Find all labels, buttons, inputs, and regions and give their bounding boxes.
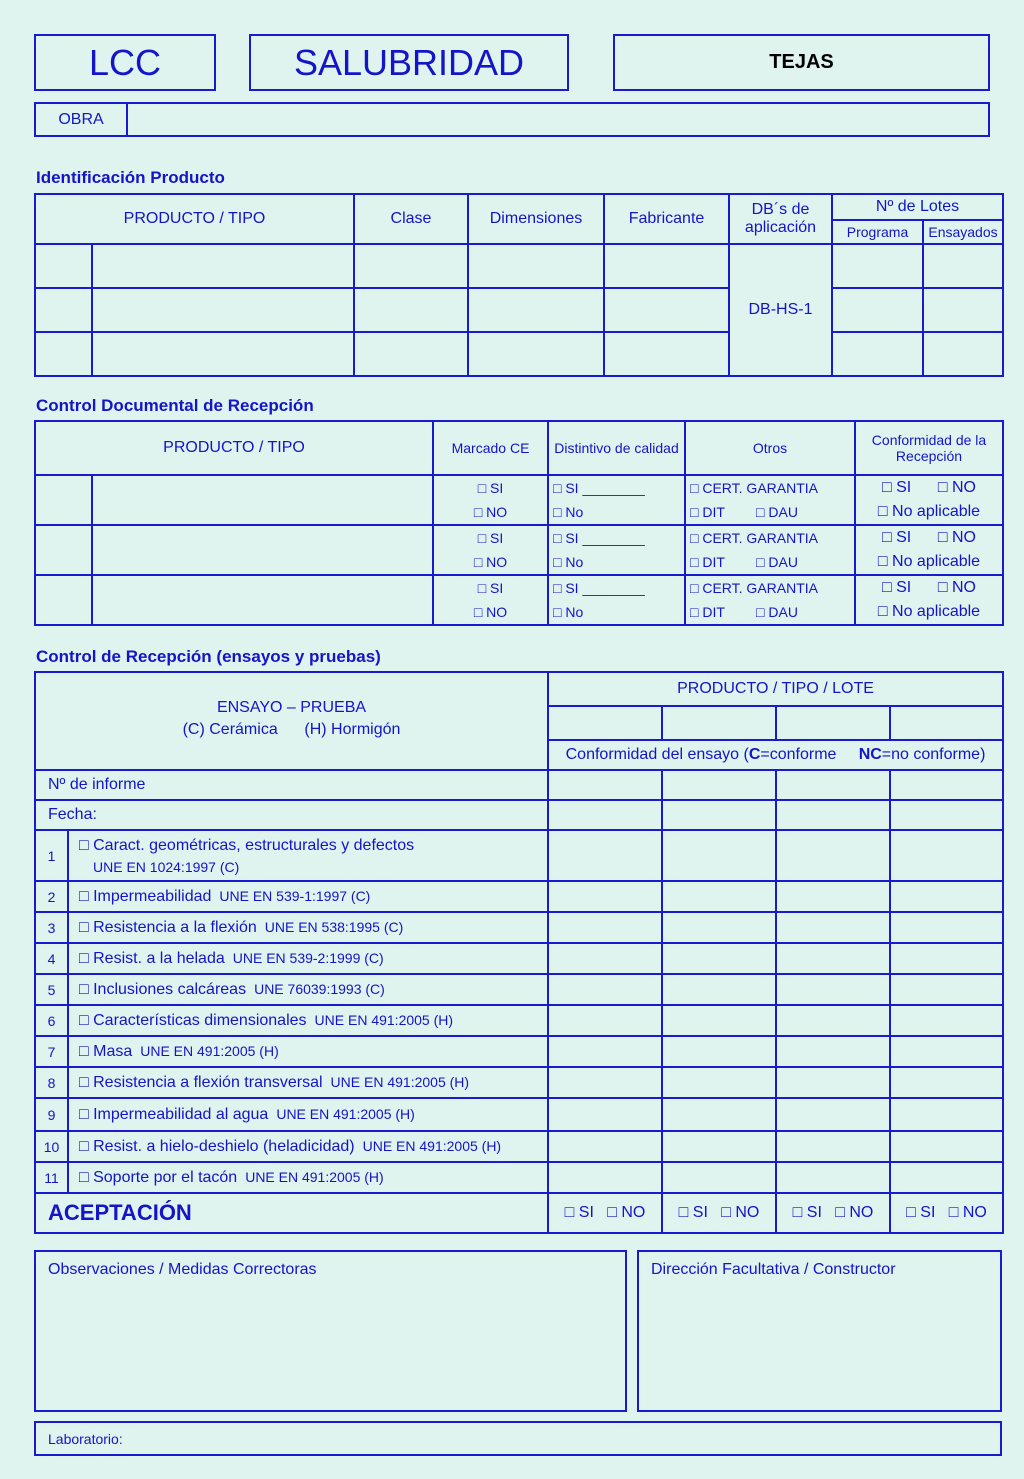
result-cell[interactable] — [776, 830, 890, 881]
test-number: 8 — [35, 1067, 68, 1098]
result-cell[interactable] — [776, 974, 890, 1005]
result-cell[interactable] — [662, 1036, 776, 1067]
ident-cell[interactable] — [923, 288, 1003, 332]
doc-col-conformidad: Conformidad de la Recepción — [855, 421, 1003, 475]
result-cell[interactable] — [890, 912, 1003, 943]
result-cell[interactable] — [776, 943, 890, 974]
ident-col-fabricante: Fabricante — [604, 194, 729, 244]
ident-cell[interactable] — [923, 332, 1003, 376]
ident-cell[interactable] — [35, 332, 92, 376]
ident-cell[interactable] — [832, 244, 923, 288]
conf-si-option[interactable]: □ SI — [881, 529, 912, 546]
result-cell[interactable] — [662, 881, 776, 912]
conf-no-option[interactable]: □ NO — [937, 579, 976, 596]
result-cell[interactable] — [890, 1131, 1003, 1162]
result-cell[interactable] — [662, 943, 776, 974]
doc-cell[interactable] — [35, 575, 92, 625]
laboratorio-label: Laboratorio: — [48, 1431, 123, 1447]
result-cell[interactable] — [548, 770, 662, 800]
test-name[interactable]: □ Resistencia a flexión transversal — [79, 1073, 323, 1091]
doc-col-otros: Otros — [685, 421, 855, 475]
result-cell[interactable] — [548, 974, 662, 1005]
otros-dit-dau[interactable] — [685, 550, 855, 575]
result-cell[interactable] — [662, 1162, 776, 1193]
area-title: SALUBRIDAD — [293, 41, 525, 83]
test-number: 10 — [35, 1131, 68, 1162]
ident-cell[interactable] — [354, 244, 468, 288]
doc-cell[interactable] — [92, 475, 433, 525]
test-standard: UNE EN 491:2005 (H) — [314, 1011, 454, 1028]
conf-si-no[interactable] — [855, 475, 1003, 500]
doc-table — [34, 420, 1004, 626]
result-cell[interactable] — [548, 1162, 662, 1193]
test-standard: UNE EN 491:2005 (H) — [140, 1042, 279, 1059]
ident-cell[interactable] — [923, 244, 1003, 288]
test-name[interactable]: □ Resistencia a la flexión — [79, 918, 257, 936]
result-cell[interactable] — [890, 770, 1003, 800]
aceptacion-choice[interactable] — [776, 1193, 890, 1233]
conf-legend-nc: NC — [858, 746, 882, 763]
ident-col-clase: Clase — [354, 194, 468, 244]
test-standard: UNE EN 491:2005 (H) — [362, 1137, 502, 1154]
doc-cell[interactable] — [92, 575, 433, 625]
lote-cell[interactable] — [662, 706, 776, 740]
conf-no-option[interactable]: □ NO — [937, 529, 976, 546]
marcado-si-option[interactable]: □ SI — [433, 575, 548, 600]
ident-cell[interactable] — [604, 332, 729, 376]
test-standard: UNE EN 538:1995 (C) — [264, 918, 404, 935]
otros-dau-option[interactable]: □ DAU — [756, 554, 798, 570]
obra-row — [34, 102, 990, 137]
result-cell[interactable] — [548, 1036, 662, 1067]
ident-col-lotes: Nº de Lotes — [832, 194, 1003, 220]
test-standard: UNE 76039:1993 (C) — [254, 980, 385, 997]
test-standard: UNE EN 539-2:1999 (C) — [232, 949, 384, 966]
ident-cell[interactable] — [604, 244, 729, 288]
ident-cell[interactable] — [35, 244, 92, 288]
conf-no-option[interactable]: □ NO — [937, 479, 976, 496]
result-cell[interactable] — [662, 1098, 776, 1131]
obra-field[interactable] — [128, 104, 988, 135]
result-cell[interactable] — [548, 1005, 662, 1036]
distintivo-si-option[interactable]: □ SI ________ — [548, 525, 685, 550]
fecha-label: Fecha: — [35, 800, 548, 830]
ident-cell[interactable] — [35, 288, 92, 332]
otros-dit-dau[interactable] — [685, 500, 855, 525]
result-cell[interactable] — [776, 800, 890, 830]
test-standard: UNE EN 539-1:1997 (C) — [219, 887, 371, 904]
product-title: TEJAS — [769, 51, 834, 73]
test-number: 4 — [35, 943, 68, 974]
aceptacion-no[interactable]: □ NO — [607, 1204, 646, 1221]
test-standard: UNE EN 1024:1997 (C) — [93, 858, 240, 875]
test-row[interactable] — [68, 1036, 548, 1067]
lab-title-box — [34, 34, 216, 91]
result-cell[interactable] — [776, 912, 890, 943]
distintivo-si-option[interactable]: □ SI ________ — [548, 475, 685, 500]
aceptacion-no[interactable]: □ NO — [948, 1204, 987, 1221]
observaciones-box[interactable] — [34, 1250, 627, 1412]
result-cell[interactable] — [548, 830, 662, 881]
aceptacion-si[interactable]: □ SI — [678, 1204, 708, 1221]
conf-si-no[interactable] — [855, 525, 1003, 550]
ident-cell[interactable] — [92, 288, 354, 332]
result-cell[interactable] — [890, 974, 1003, 1005]
test-name[interactable]: □ Impermeabilidad al agua — [79, 1105, 269, 1123]
test-row[interactable] — [68, 943, 548, 974]
result-cell[interactable] — [548, 881, 662, 912]
otros-dit-option[interactable]: □ DIT — [690, 554, 725, 570]
marcado-si-option[interactable]: □ SI — [433, 475, 548, 500]
ident-title: Identificación Producto — [36, 168, 225, 187]
ident-col-programa: Programa — [832, 220, 923, 244]
test-number: 3 — [35, 912, 68, 943]
test-row[interactable] — [68, 912, 548, 943]
test-name[interactable]: □ Resist. a la helada — [79, 949, 225, 967]
conf-na-option[interactable]: □ No aplicable — [855, 600, 1003, 625]
test-number: 6 — [35, 1005, 68, 1036]
test-number: 1 — [35, 830, 68, 881]
test-standard: UNE EN 491:2005 (H) — [330, 1073, 470, 1090]
test-row[interactable] — [68, 1067, 548, 1098]
result-cell[interactable] — [776, 1036, 890, 1067]
test-name[interactable]: □ Impermeabilidad — [79, 887, 212, 905]
doc-col-producto: PRODUCTO / TIPO — [35, 421, 433, 475]
conf-legend-c: C — [748, 746, 761, 763]
test-number: 2 — [35, 881, 68, 912]
distintivo-si-option[interactable]: □ SI ________ — [548, 575, 685, 600]
aceptacion-si[interactable]: □ SI — [906, 1204, 936, 1221]
ensayo-legend — [40, 721, 543, 739]
ident-cell[interactable] — [468, 332, 604, 376]
test-name[interactable]: □ Soporte por el tacón — [79, 1168, 238, 1186]
tests-table — [34, 671, 1004, 1234]
result-cell[interactable] — [662, 974, 776, 1005]
result-cell[interactable] — [890, 1067, 1003, 1098]
aceptacion-no[interactable]: □ NO — [721, 1204, 760, 1221]
result-cell[interactable] — [776, 1162, 890, 1193]
area-title-box — [249, 34, 569, 91]
ident-cell[interactable] — [468, 288, 604, 332]
aceptacion-label: ACEPTACIÓN — [35, 1193, 548, 1233]
result-cell[interactable] — [890, 1005, 1003, 1036]
result-cell[interactable] — [662, 830, 776, 881]
test-row[interactable] — [68, 881, 548, 912]
test-number: 11 — [35, 1162, 68, 1193]
doc-cell[interactable] — [92, 525, 433, 575]
test-name[interactable]: □ Resist. a hielo-deshielo (heladicidad) — [79, 1137, 355, 1155]
result-cell[interactable] — [548, 912, 662, 943]
marcado-no-option[interactable]: □ NO — [433, 500, 548, 525]
otros-cert-option[interactable]: □ CERT. GARANTIA — [685, 525, 855, 550]
marcado-si-option[interactable]: □ SI — [433, 525, 548, 550]
test-number: 5 — [35, 974, 68, 1005]
test-standard: UNE EN 491:2005 (H) — [276, 1105, 415, 1122]
test-row[interactable] — [68, 1162, 548, 1193]
direccion-box[interactable] — [637, 1250, 1002, 1412]
conf-na-option[interactable]: □ No aplicable — [855, 550, 1003, 575]
laboratorio-box[interactable] — [34, 1421, 1002, 1456]
obra-label: OBRA — [36, 104, 128, 135]
distintivo-no-option[interactable]: □ No — [548, 500, 685, 525]
otros-cert-option[interactable]: □ CERT. GARANTIA — [685, 475, 855, 500]
ident-cell[interactable] — [354, 288, 468, 332]
test-row-1[interactable] — [68, 830, 548, 881]
test-row[interactable] — [68, 1005, 548, 1036]
result-cell[interactable] — [890, 830, 1003, 881]
otros-cert-option[interactable]: □ CERT. GARANTIA — [685, 575, 855, 600]
result-cell[interactable] — [548, 800, 662, 830]
aceptacion-choice[interactable] — [890, 1193, 1003, 1233]
ident-cell[interactable] — [604, 288, 729, 332]
test-standard: UNE EN 491:2005 (H) — [245, 1168, 384, 1185]
result-cell[interactable] — [776, 770, 890, 800]
ident-col-db: DB´s de aplicación — [729, 194, 832, 244]
test-row[interactable] — [68, 1131, 548, 1162]
test-name[interactable]: □ Masa — [79, 1042, 133, 1060]
conf-legend-c2: =no conforme) — [881, 746, 986, 763]
aceptacion-no[interactable]: □ NO — [835, 1204, 874, 1221]
ensayo-label: ENSAYO – PRUEBA — [216, 699, 367, 716]
test-row[interactable] — [68, 1098, 548, 1131]
lab-title: LCC — [88, 41, 162, 83]
direccion-label: Dirección Facultativa / Constructor — [651, 1261, 896, 1278]
result-cell[interactable] — [548, 943, 662, 974]
ident-cell[interactable] — [832, 288, 923, 332]
ident-col-producto: PRODUCTO / TIPO — [35, 194, 354, 244]
aceptacion-choice[interactable] — [548, 1193, 662, 1233]
result-cell[interactable] — [662, 912, 776, 943]
result-cell[interactable] — [776, 881, 890, 912]
doc-cell[interactable] — [35, 525, 92, 575]
result-cell[interactable] — [662, 770, 776, 800]
test-name[interactable]: □ Características dimensionales — [79, 1011, 307, 1029]
informe-label: Nº de informe — [35, 770, 548, 800]
tests-title: Control de Recepción (ensayos y pruebas) — [36, 647, 381, 666]
product-title-box — [613, 34, 990, 91]
result-cell[interactable] — [776, 1098, 890, 1131]
conf-si-option[interactable]: □ SI — [881, 479, 912, 496]
otros-dau-option[interactable]: □ DAU — [756, 604, 798, 620]
otros-dau-option[interactable]: □ DAU — [756, 504, 798, 520]
doc-title: Control Documental de Recepción — [36, 396, 314, 415]
result-cell[interactable] — [890, 1162, 1003, 1193]
ident-db-value: DB-HS-1 — [729, 244, 832, 376]
producto-lote-header: PRODUCTO / TIPO / LOTE — [548, 672, 1003, 706]
result-cell[interactable] — [548, 1098, 662, 1131]
test-number: 7 — [35, 1036, 68, 1067]
result-cell[interactable] — [776, 1067, 890, 1098]
test-name[interactable]: □ Caract. geométricas, estructurales y defectos — [79, 836, 415, 854]
lote-cell[interactable] — [890, 706, 1003, 740]
otros-dit-dau[interactable] — [685, 600, 855, 625]
doc-col-marcado: Marcado CE — [433, 421, 548, 475]
ident-table — [34, 193, 1004, 377]
result-cell[interactable] — [890, 881, 1003, 912]
result-cell[interactable] — [776, 1005, 890, 1036]
test-name[interactable]: □ Inclusiones calcáreas — [79, 980, 247, 998]
marcado-no-option[interactable]: □ NO — [433, 600, 548, 625]
aceptacion-si[interactable]: □ SI — [792, 1204, 822, 1221]
test-number: 9 — [35, 1098, 68, 1131]
ident-cell[interactable] — [832, 332, 923, 376]
distintivo-no-option[interactable]: □ No — [548, 550, 685, 575]
aceptacion-si[interactable]: □ SI — [564, 1204, 594, 1221]
result-cell[interactable] — [890, 1098, 1003, 1131]
result-cell[interactable] — [548, 1067, 662, 1098]
ident-cell[interactable] — [92, 332, 354, 376]
conf-legend-b: =conforme — [760, 746, 837, 763]
ensayo-header — [35, 672, 548, 770]
ident-col-dimensiones: Dimensiones — [468, 194, 604, 244]
observaciones-label: Observaciones / Medidas Correctoras — [48, 1261, 317, 1278]
result-cell[interactable] — [662, 1131, 776, 1162]
result-cell[interactable] — [776, 1131, 890, 1162]
conf-si-option[interactable]: □ SI — [881, 579, 912, 596]
conformidad-legend — [548, 740, 1003, 770]
result-cell[interactable] — [662, 1067, 776, 1098]
doc-cell[interactable] — [35, 475, 92, 525]
distintivo-no-option[interactable]: □ No — [548, 600, 685, 625]
conf-si-no[interactable] — [855, 575, 1003, 600]
doc-col-distintivo: Distintivo de calidad — [548, 421, 685, 475]
ident-cell[interactable] — [354, 332, 468, 376]
ident-cell[interactable] — [92, 244, 354, 288]
result-cell[interactable] — [890, 943, 1003, 974]
aceptacion-choice[interactable] — [662, 1193, 776, 1233]
result-cell[interactable] — [548, 1131, 662, 1162]
ident-col-ensayados: Ensayados — [923, 220, 1003, 244]
conf-na-option[interactable]: □ No aplicable — [855, 500, 1003, 525]
ceramica-label: (C) Cerámica — [182, 721, 278, 738]
lote-cell[interactable] — [548, 706, 662, 740]
conf-legend-a: Conformidad del ensayo ( — [565, 746, 749, 763]
hormigon-label: (H) Hormigón — [304, 721, 401, 738]
ident-cell[interactable] — [468, 244, 604, 288]
result-cell[interactable] — [662, 800, 776, 830]
test-row[interactable] — [68, 974, 548, 1005]
marcado-no-option[interactable]: □ NO — [433, 550, 548, 575]
result-cell[interactable] — [662, 1005, 776, 1036]
lote-cell[interactable] — [776, 706, 890, 740]
result-cell[interactable] — [890, 1036, 1003, 1067]
result-cell[interactable] — [890, 800, 1003, 830]
otros-dit-option[interactable]: □ DIT — [690, 604, 725, 620]
otros-dit-option[interactable]: □ DIT — [690, 504, 725, 520]
